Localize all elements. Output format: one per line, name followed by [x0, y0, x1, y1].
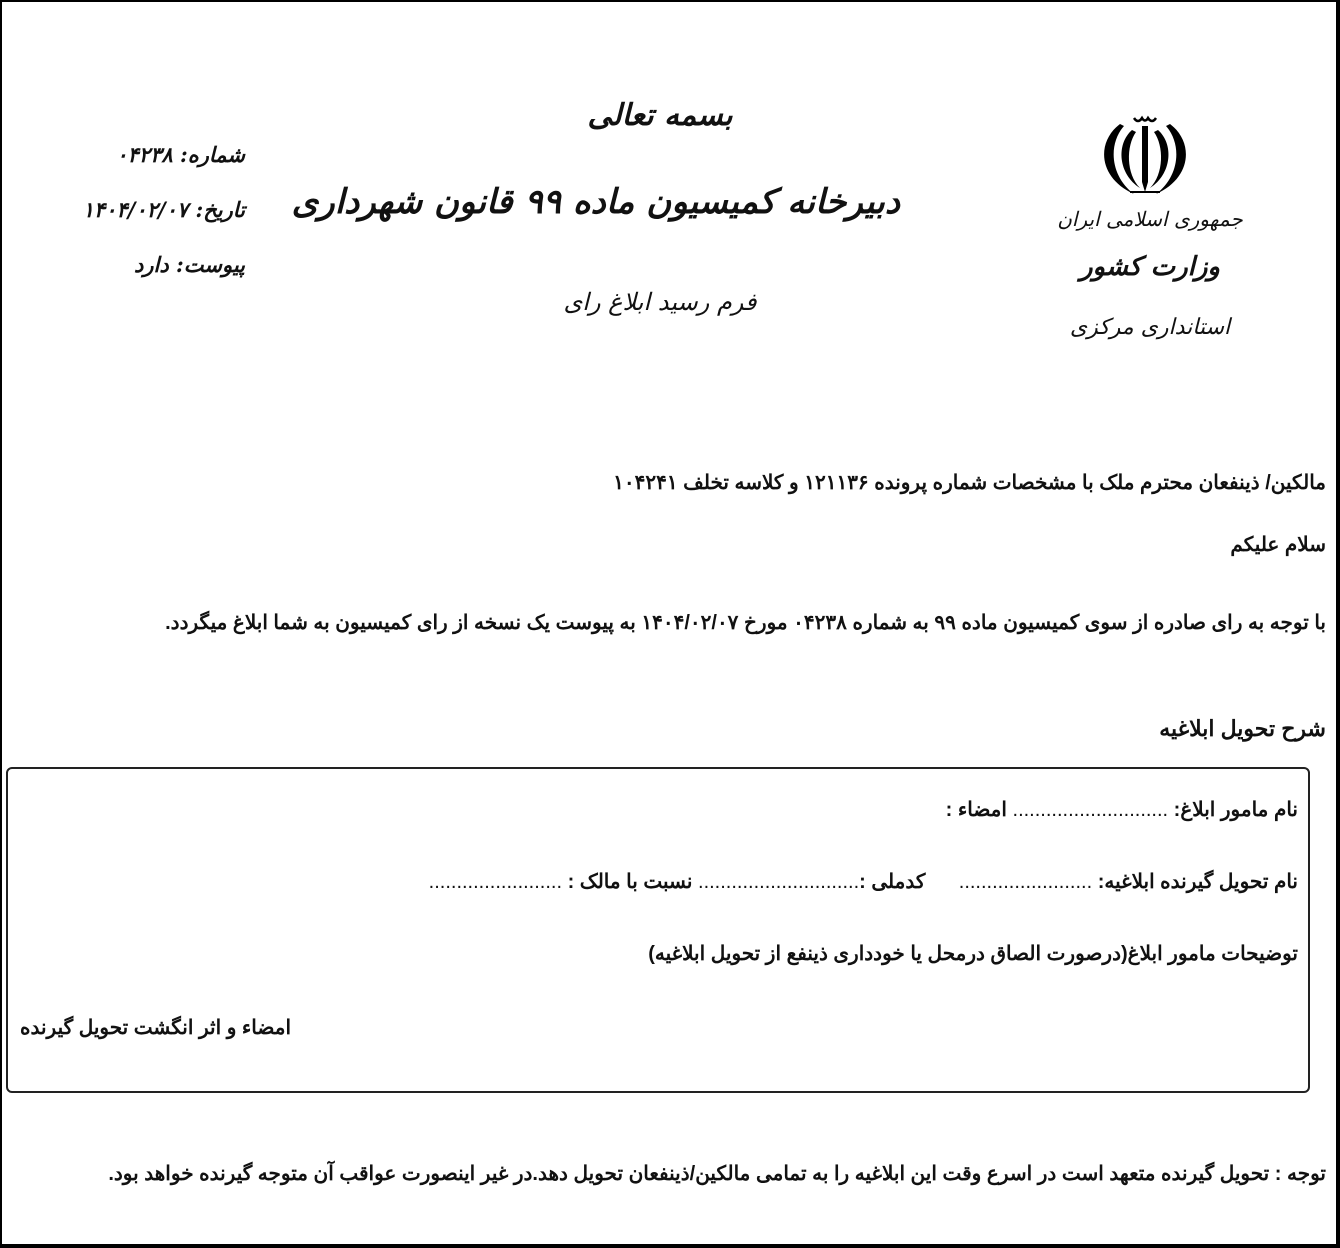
section-title: شرح تحویل ابلاغیه: [1159, 716, 1326, 741]
addressee-line: مالکین/ ذینفعان محترم ملک با مشخصات شماره پرونده ۱۲۱۱۳۶ و کلاسه تخلف ۱۰۴۲۴۱: [613, 472, 1326, 494]
iran-emblem-icon: [1090, 112, 1200, 202]
invocation-heading: بسمه تعالی: [587, 98, 733, 133]
responsibility-note: توجه : تحویل گیرنده متعهد است در اسرع وقت این ابلاغیه را به تمامی مالکین/ذینفعان تحویل دهد.در غیر اینصورت عواقب آن متوجه گیرنده خواهد بود.: [108, 1163, 1326, 1185]
letter-number: [116, 142, 245, 167]
recipient-row: [429, 869, 1298, 894]
national-code-label: کدملی :: [859, 871, 926, 893]
recipient-name-field[interactable]: ........................: [958, 871, 1093, 893]
national-code-field[interactable]: .............................: [698, 871, 860, 893]
relation-field[interactable]: ........................: [428, 871, 563, 893]
org-ministry: وزارت کشور: [1080, 252, 1220, 282]
officer-name-label: نام مامور ابلاغ:: [1173, 799, 1298, 821]
letter-date: [83, 197, 245, 222]
officer-signature-label: امضاء :: [945, 799, 1007, 821]
greeting: سلام علیکم: [1230, 534, 1326, 556]
letter-date-value: ۱۴۰۴/۰۲/۰۷: [82, 197, 189, 222]
letter-number-label: شماره:: [179, 142, 245, 167]
form-subtitle: فرم رسید ابلاغ رای: [563, 288, 757, 316]
letter-date-label: تاریخ:: [195, 197, 245, 222]
org-country: جمهوری اسلامی ایران: [1057, 207, 1243, 231]
letter-attachment: [134, 252, 245, 277]
officer-name-field[interactable]: ............................: [1012, 799, 1169, 821]
delivery-details-box: [6, 767, 1310, 1093]
officer-notes-label: توضیحات مامور ابلاغ(درصورت الصاق درمحل یا خودداری ذینفع از تحویل ابلاغیه): [648, 943, 1298, 965]
notification-paragraph: با توجه به رای صادره از سوی کمیسیون ماده ۹۹ به شماره ۰۴۲۳۸ مورخ ۱۴۰۴/۰۲/۰۷ به پیوست یک نسخه از رای کمیسیون به شما ابلاغ میگردد.: [165, 612, 1326, 634]
office-title: دبیرخانه کمیسیون ماده ۹۹ قانون شهرداری: [291, 182, 900, 222]
recipient-name-label: نام تحویل گیرنده ابلاغیه:: [1097, 871, 1298, 893]
officer-row: [946, 797, 1298, 822]
relation-label: نسبت با مالک :: [567, 871, 693, 893]
letter-attachment-label: پیوست:: [176, 252, 245, 277]
recipient-signature-label: امضاء و اثر انگشت تحویل گیرنده: [20, 1017, 292, 1039]
org-governorate: استانداری مرکزی: [1069, 315, 1231, 340]
letter-attachment-value: دارد: [134, 252, 169, 277]
letter-number-value: ۰۴۲۳۸: [116, 142, 173, 167]
